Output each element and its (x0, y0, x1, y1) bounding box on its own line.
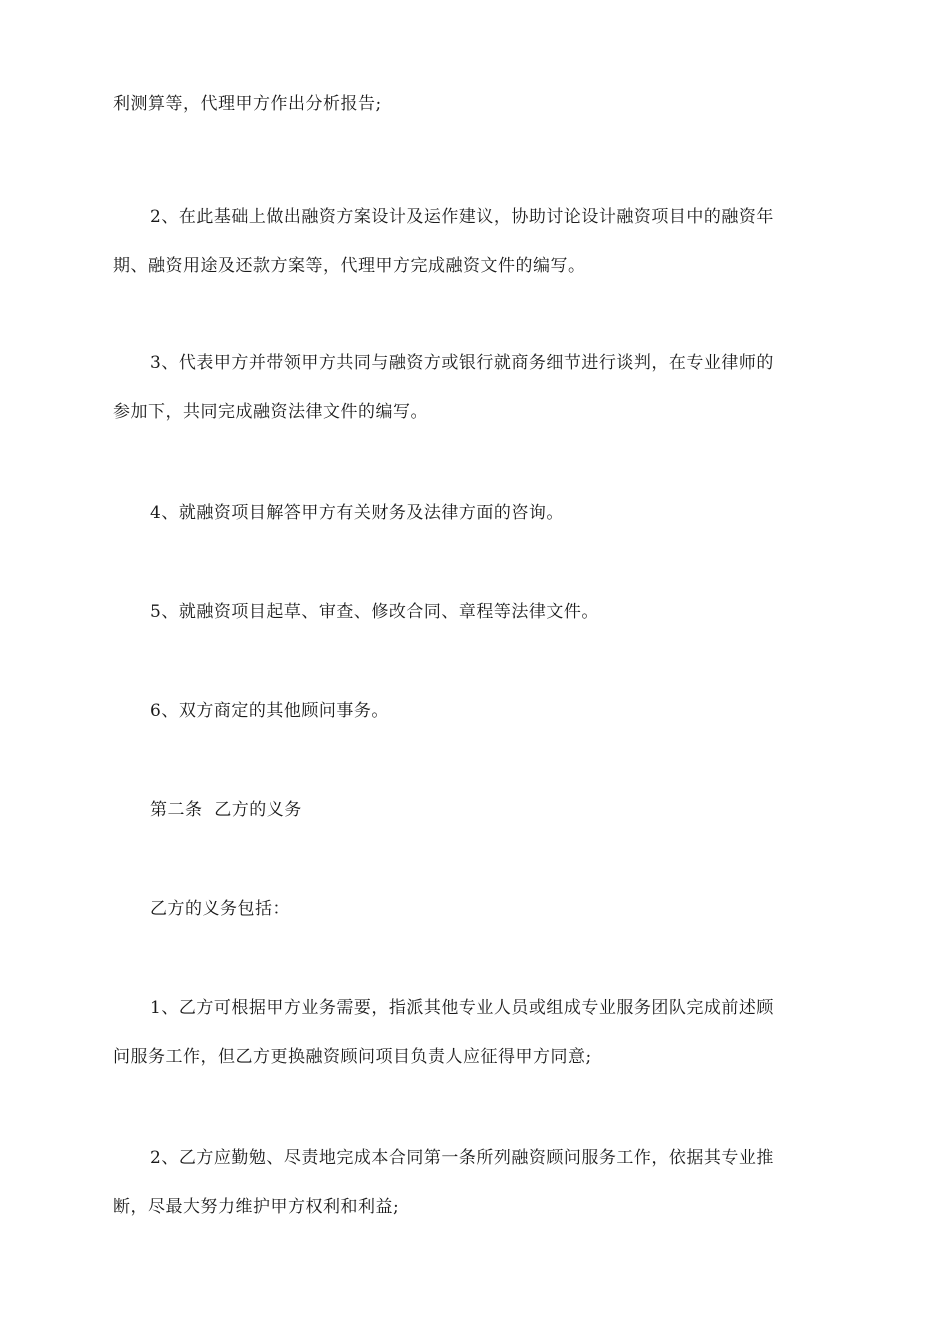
paragraph-continuation (113, 80, 838, 129)
section-heading (113, 786, 838, 835)
paragraph-line: 断，尽最大努力维护甲方权利和利益; (113, 1197, 400, 1217)
paragraph-intro (113, 885, 838, 934)
paragraph-line: 利测算等，代理甲方作出分析报告; (113, 94, 382, 114)
paragraph-line: 2、在此基础上做出融资方案设计及运作建议，协助讨论设计融资项目中的融资年 (150, 207, 774, 227)
paragraph-line: 6、双方商定的其他顾问事务。 (150, 701, 389, 721)
paragraph-item-2 (113, 193, 838, 291)
paragraph-line: 4、就融资项目解答甲方有关财务及法律方面的咨询。 (150, 503, 564, 523)
paragraph-line: 期、融资用途及还款方案等，代理甲方完成融资文件的编写。 (113, 256, 586, 276)
paragraph-obligation-2 (113, 1134, 838, 1232)
paragraph-line: 2、乙方应勤勉、尽责地完成本合同第一条所列融资顾问服务工作，依据其专业推 (150, 1148, 774, 1168)
paragraph-item-3 (113, 339, 838, 437)
paragraph-item-4 (113, 489, 838, 538)
paragraph-line: 1、乙方可根据甲方业务需要，指派其他专业人员或组成专业服务团队完成前述顾 (150, 998, 774, 1018)
paragraph-line: 乙方的义务包括： (150, 899, 290, 919)
paragraph-line: 参加下，共同完成融资法律文件的编写。 (113, 402, 428, 422)
paragraph-obligation-1 (113, 984, 838, 1082)
section-title: 第二条 乙方的义务 (150, 800, 302, 820)
paragraph-line: 5、就融资项目起草、审查、修改合同、章程等法律文件。 (150, 602, 599, 622)
paragraph-item-6 (113, 687, 838, 736)
paragraph-line: 问服务工作，但乙方更换融资顾问项目负责人应征得甲方同意; (113, 1047, 592, 1067)
paragraph-line: 3、代表甲方并带领甲方共同与融资方或银行就商务细节进行谈判，在专业律师的 (150, 353, 774, 373)
paragraph-item-5 (113, 588, 838, 637)
